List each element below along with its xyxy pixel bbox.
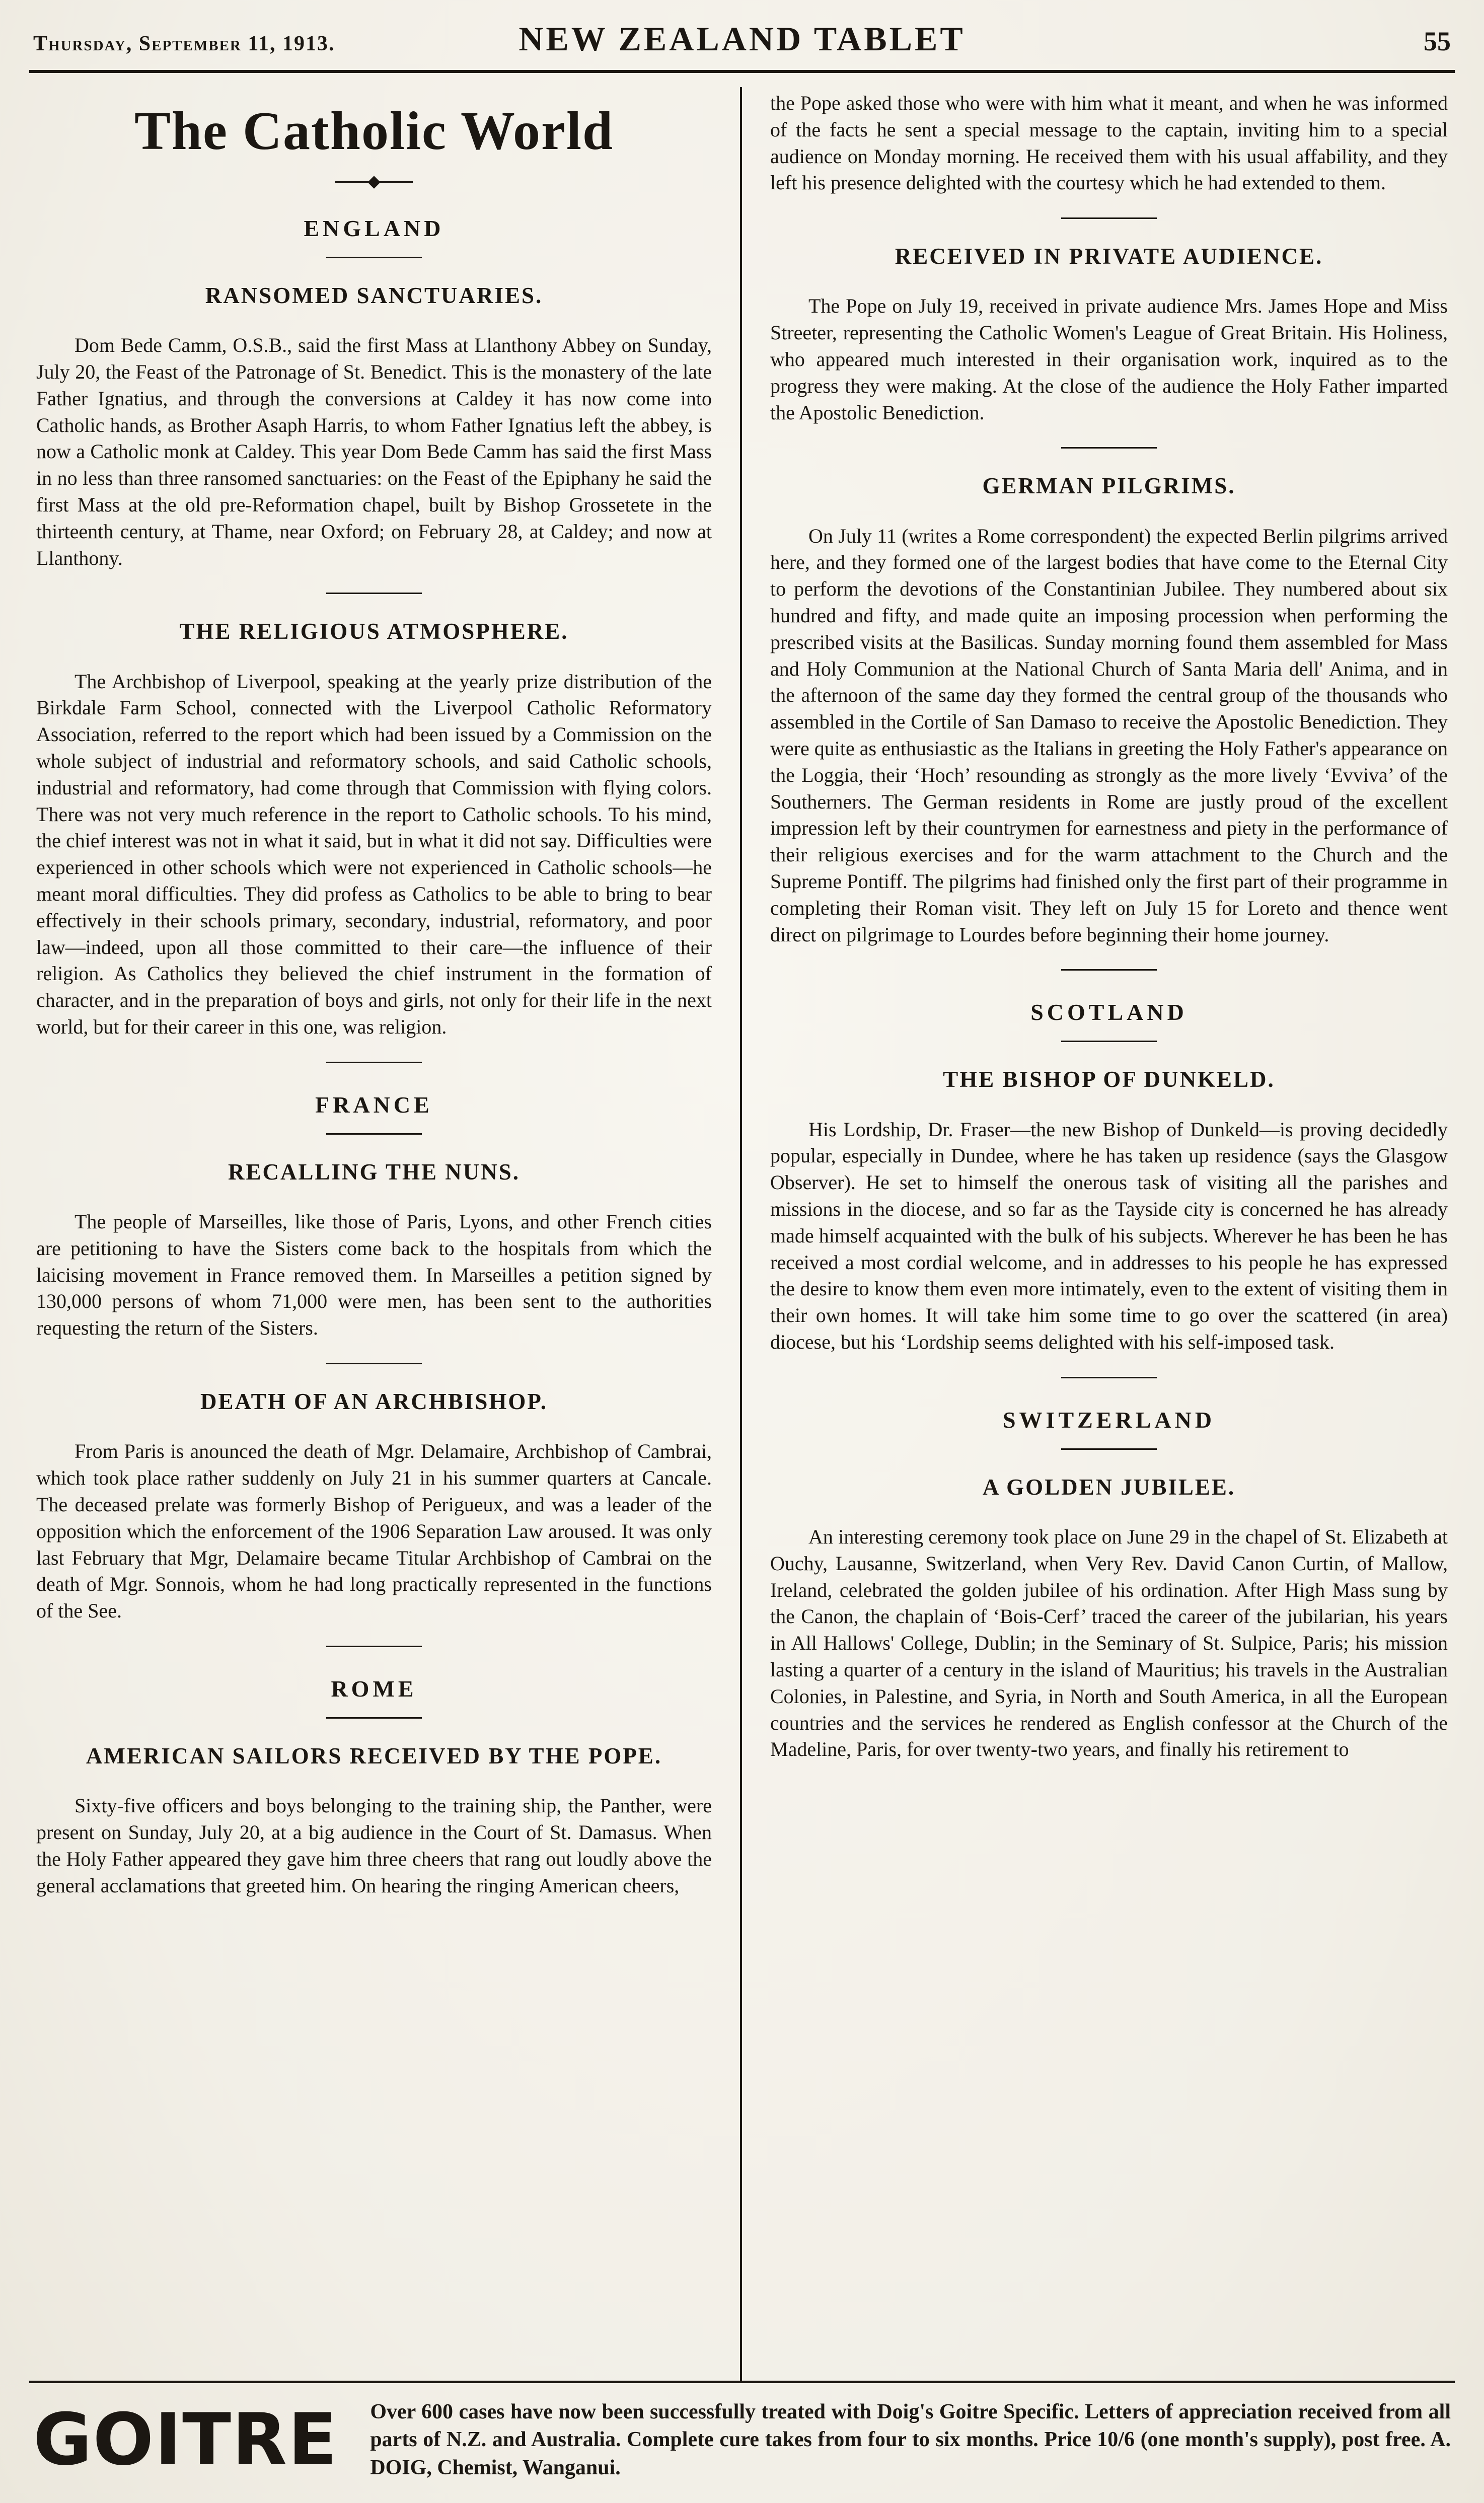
- article-headline: AMERICAN SAILORS RECEIVED BY THE POPE.: [86, 1743, 662, 1769]
- article-paragraph: Dom Bede Camm, O.S.B., said the first Mass at Llanthony Abbey on Sunday, July 20, the Feast of the Patronage of St. Benedict. This is the monastery of the late Father Ignatius, and through the conversions at Caldey it has now come into Catholic hands, as Brother Asaph Harris, to whom Father Ignatius left the abbey, is now a Catholic monk at Caldey. This year Dom Bede Camm has said the first Mass in no less than three ransomed sanctuaries: on the Feast of the Epiphany he said the first Mass at the old pre-Reformation chapel, built by Bishop Grossetete in the thirteenth century, at Thame, near Oxford; on February 28, at Caldey; and now at Llanthony.: [36, 334, 712, 569]
- article-paragraph: On July 11 (writes a Rome correspondent) the expected Berlin pilgrims arrived here, and they formed one of the largest bodies that have come to the Eternal City to perform the devotions of the Constantinian Jubilee. They numbered about six hundred and fifty, and made quite an imposing procession when performing the prescribed visits at the Basilicas. Sunday morning found them assembled for Mass and Holy Communion at the National Church of Santa Maria dell' Anima, and in the afternoon of the same day they formed the central group of the thousands who assembled in the Cortile of San Damaso to receive the Apostolic Benediction. They were quite as enthusiastic as the Italians in greeting the Holy Father's appearance on the Loggia, their ‘Hoch’ resounding as strongly as the more lively ‘Evviva’ of the Southerners. The German residents in Rome are justly proud of the excellent impression left by their countrymen for earnestness and piety in the performance of their religious exercises and for the warm attachment to the Church and the Supreme Pontiff. The pilgrims had finished only the first part of their programme in completing their Roman visit. They left on July 15 for Loreto and thence went direct on pilgrimage to Lourdes before beginning their home journey.: [770, 524, 1448, 946]
- article-paragraph: Sixty-five officers and boys belonging to the training ship, the Panther, were present on Sunday, July 20, at a big audience in the Court of St. Damasus. When the Holy Father appeared they gave him three cheers that rang out loudly above the general acclamations that greeted him. On hearing the ringing American cheers,: [36, 1794, 712, 1897]
- ad-brand-goitre: GOITRE: [33, 2398, 338, 2481]
- section-rule: [1061, 1041, 1157, 1042]
- article-headline: GERMAN PILGRIMS.: [982, 473, 1236, 499]
- ornament-diamond: [367, 176, 380, 188]
- page-header: [29, 13, 1455, 73]
- section-rule: [326, 1062, 422, 1063]
- article-paragraph: The people of Marseilles, like those of Paris, Lyons, and other French cities are petitioning to have the Sisters come back to the hospitals from which the laicising movement in France removed them. In Marseilles a petition signed by 130,000 persons of whom 71,000 were men, has been sent to the authorities requesting the return of the Sisters.: [36, 1210, 712, 1340]
- country-label-rome: ROME: [331, 1675, 417, 1702]
- right-column: [742, 87, 1455, 2381]
- page-body: [29, 73, 1455, 2381]
- article-headline: THE RELIGIOUS ATMOSPHERE.: [179, 619, 569, 644]
- ornament-line-right: [378, 181, 413, 183]
- article-paragraph-continuation: the Pope asked those who were with him what it meant, and when he was informed of the facts he sent a special message to the captain, inviting him to a special audience on Monday morning. He received them with his usual affability, and they left his presence delighted with the courtesy which he had extended to them.: [770, 92, 1448, 194]
- section-rule: [326, 1646, 422, 1647]
- section-rule: [1061, 217, 1157, 219]
- section-rule: [326, 257, 422, 258]
- section-rule: [1061, 1448, 1157, 1450]
- page-number: 55: [1424, 26, 1451, 56]
- article-headline: RECEIVED IN PRIVATE AUDIENCE.: [895, 244, 1323, 269]
- article-headline: RANSOMED SANCTUARIES.: [205, 283, 543, 308]
- article-headline: RECALLING THE NUNS.: [228, 1159, 521, 1185]
- section-rule: [326, 1717, 422, 1719]
- section-rule: [1061, 447, 1157, 449]
- diamond-ornament-icon: [36, 178, 712, 187]
- section-rule: [1061, 1377, 1157, 1378]
- header-date: Thursday, September 11, 1913.: [33, 32, 335, 55]
- country-label-france: FRANCE: [315, 1091, 433, 1118]
- article-paragraph: An interesting ceremony took place on June 29 in the chapel of St. Elizabeth at Ouchy, Lausanne, Switzerland, when Very Rev. David Canon Curtin, of Mallow, Ireland, celebrated the golden jubilee of his ordination. After High Mass sung by the Canon, the chaplain of ‘Bois-Cerf’ traced the career of the jubilarian, his years in All Hallows' College, Dublin; in the Seminary of St. Sulpice, Paris; his mission lasting a quarter of a century in the island of Mauritius; his travels in the Australian Colonies, in Palestine, and Syria, in North and South America, in all the European countries and the services he rendered as English confessor at the Church of the Madeline, Paris, for over twenty-two years, and finally his retirement to: [770, 1525, 1448, 1761]
- article-headline: THE BISHOP OF DUNKELD.: [943, 1067, 1275, 1092]
- country-label-switzerland: SWITZERLAND: [1002, 1407, 1216, 1433]
- section-rule: [326, 593, 422, 594]
- left-column: [29, 87, 742, 2381]
- ad-body-text: Over 600 cases have now been successfully treated with Doig's Goitre Specific. Letters of appreciation received from all parts of N.Z. and Australia. Complete cure takes from four to six months. Price 10/6 (one month's supply), post free. A. DOIG, Chemist, Wanganui.: [370, 2400, 1451, 2479]
- masthead-title: NEW ZEALAND TABLET: [518, 20, 966, 58]
- article-paragraph: The Pope on July 19, received in private audience Mrs. James Hope and Miss Streeter, representing the Catholic Women's League of Great Britain. His Holiness, who appeared much interested in their organisation work, inquired as to the progress they were making. At the close of the audience the Holy Father imparted the Apostolic Benediction.: [770, 295, 1448, 424]
- article-paragraph: From Paris is anounced the death of Mgr. Delamaire, Archbishop of Cambrai, which took place rather suddenly on July 21 in his summer quarters at Cancale. The deceased prelate was formerly Bishop of Perigueux, and was a leader of the opposition which the enforcement of the 1906 Separation Law aroused. It was only last February that Mgr, Delamaire became Titular Archbishop of Cambrai on the death of Mgr. Sonnois, whom he had long practically represented in the functions of the See.: [36, 1440, 712, 1623]
- ornament-line-left: [335, 181, 370, 183]
- country-label-scotland: SCOTLAND: [1030, 999, 1188, 1025]
- article-paragraph: His Lordship, Dr. Fraser—the new Bishop of Dunkeld—is proving decidedly popular, especially in Dundee, where he has taken up residence (says the Glasgow Observer). He set to himself the onerous task of visiting all the parishes and missions in the diocese, and so far as the Tayside city is concerned he has already made himself acquainted with the bulk of his subjects. Wherever he has been he has received a most cordial welcome, and in addresses to his people he has expressed the desire to know them even more intimately, even to the extent of visiting them in their own homes. It will take him some time to go over the scattered (in area) diocese, but his ‘Lordship seems delighted with his self-imposed task.: [770, 1118, 1448, 1354]
- footer-advertisement: [29, 2381, 1455, 2503]
- article-paragraph: The Archbishop of Liverpool, speaking at the yearly prize distribution of the Birkdale Farm School, connected with the Liverpool Catholic Reformatory Association, referred to the report which had been issued by a Commission on the whole subject of industrial and reformatory schools, and said Catholic schools, industrial and reformatory, had come through that Commission with flying colors. There was not very much reference in the report to Catholic schools. To his mind, the chief interest was not in what it said, but in what it did not say. Difficulties were experienced in other schools which were not experienced in Catholic schools—he meant moral difficulties. They did profess as Catholics to be able to bring to bear effectively in their schools primary, secondary, industrial, reformatory, and poor law—indeed, upon all those committed to their care—the influence of their religion. As Catholics they believed the chief instrument in the formation of character, and in the preparation of boys and girls, not only for their life in the next world, but for their career in this one, was religion.: [36, 670, 712, 1039]
- country-label-england: ENGLAND: [304, 215, 444, 241]
- section-rule: [326, 1133, 422, 1135]
- article-headline: A GOLDEN JUBILEE.: [982, 1474, 1236, 1500]
- article-headline: DEATH OF AN ARCHBISHOP.: [200, 1389, 548, 1415]
- section-rule: [1061, 969, 1157, 971]
- section-rule: [326, 1363, 422, 1364]
- page-title: The Catholic World: [134, 101, 614, 161]
